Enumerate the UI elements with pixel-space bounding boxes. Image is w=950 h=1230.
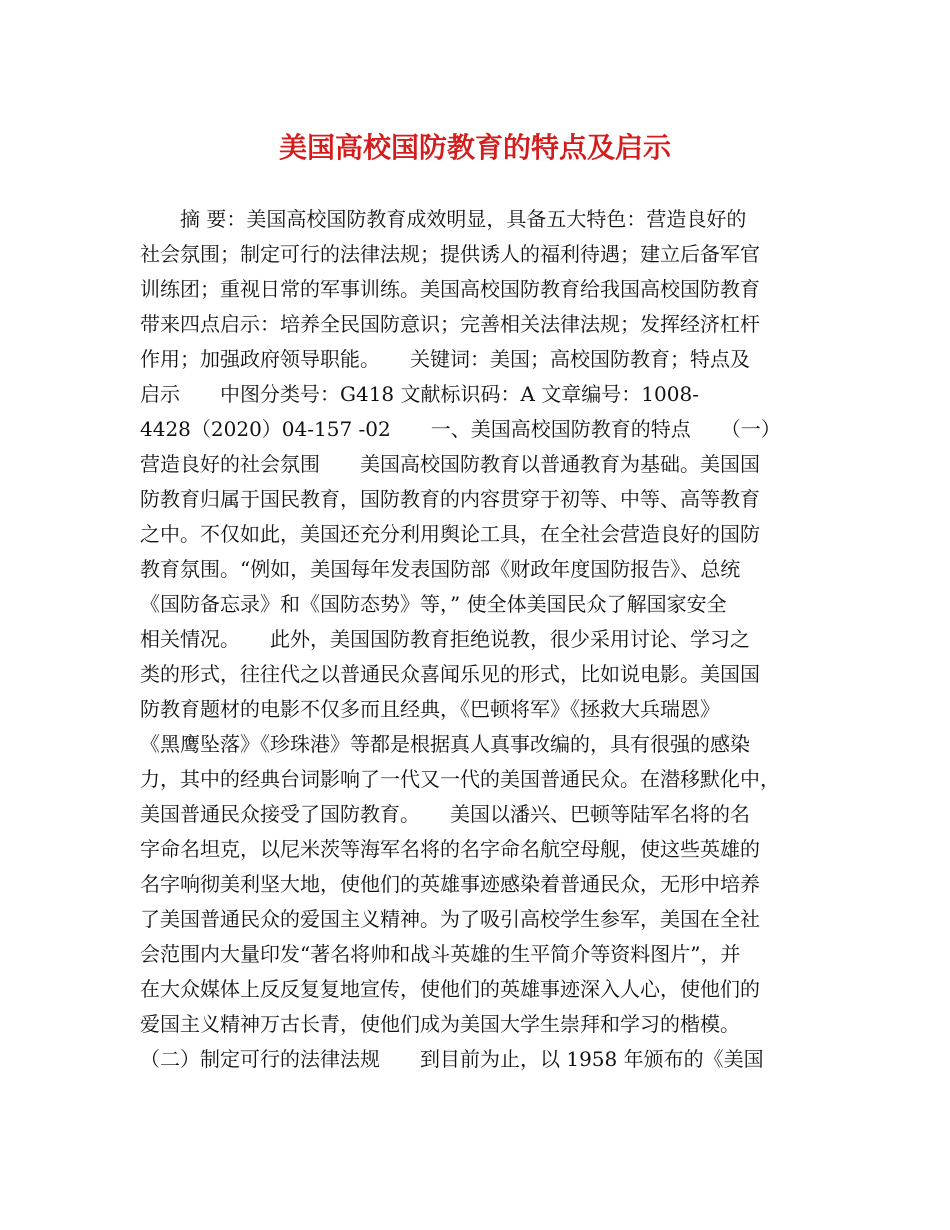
body-line: 教育氛围。“例如，美国每年发表国防部《财政年度国防报告》、总统 — [140, 557, 741, 581]
body-line: 《黑鹰坠落》《珍珠港》等都是根据真人真事改编的，具有很强的感染 — [140, 732, 750, 756]
body-line: 字命名坦克，以尼米茨等海军名将的名字命名航空母舰，使这些英雄的 — [140, 837, 760, 861]
body-line: （二）制定可行的法律法规 到目前为止，以 1958 年颁布的《美国 — [140, 1047, 764, 1071]
body-line: 名字响彻美利坚大地，使他们的英雄事迹感染着普通民众，无形中培养 — [140, 872, 760, 896]
body-line: 类的形式，往往代之以普通民众喜闻乐见的形式，比如说电影。美国国 — [140, 662, 760, 686]
document-title: 美国高校国防教育的特点及启示 — [278, 131, 671, 164]
body-line: 在大众媒体上反反复复地宣传，使他们的英雄事迹深入人心，使他们的 — [140, 977, 760, 1001]
body-line: 4428（2020）04-157 -02 一、美国高校国防教育的特点 （一） — [140, 417, 781, 441]
body-line: 了美国普通民众的爱国主义精神。为了吸引高校学生参军，美国在全社 — [140, 907, 760, 931]
body-line: 带来四点启示：培养全民国防意识；完善相关法律法规；发挥经济杠杆 — [140, 312, 760, 336]
body-line: 会范围内大量印发“著名将帅和战斗英雄的生平简介等资料图片”，并 — [140, 942, 741, 966]
body-line: 摘 要：美国高校国防教育成效明显，具备五大特色：营造良好的 — [140, 207, 747, 231]
body-line: 力，其中的经典台词影响了一代又一代的美国普通民众。在潜移默化中， — [140, 767, 780, 791]
body-line: 之中。不仅如此，美国还充分利用舆论工具，在全社会营造良好的国防 — [140, 522, 760, 546]
body-line: 启示 中图分类号：G418 文献标识码：A 文章编号：1008- — [140, 382, 699, 406]
body-line: 《国防备忘录》和《国防态势》等，” 使全体美国民众了解国家安全 — [140, 592, 727, 616]
body-line: 防教育归属于国民教育，国防教育的内容贯穿于初等、中等、高等教育 — [140, 487, 760, 511]
body-line: 相关情况。 此外，美国国防教育拒绝说教，很少采用讨论、学习之 — [140, 627, 750, 651]
body-line: 作用；加强政府领导职能。 关键词：美国；高校国防教育；特点及 — [140, 347, 750, 371]
body-line: 社会氛围；制定可行的法律法规；提供诱人的福利待遇；建立后备军官 — [140, 242, 760, 266]
body-line: 训练团；重视日常的军事训练。美国高校国防教育给我国高校国防教育 — [140, 277, 760, 301]
body-line: 美国普通民众接受了国防教育。 美国以潘兴、巴顿等陆军名将的名 — [140, 802, 750, 826]
body-line: 防教育题材的电影不仅多而且经典，《巴顿将军》《拯救大兵瑞恩》 — [140, 697, 720, 721]
document-body — [140, 202, 840, 1077]
body-line: 爱国主义精神万古长青，使他们成为美国大学生崇拜和学习的楷模。 — [140, 1012, 740, 1036]
body-line: 营造良好的社会氛围 美国高校国防教育以普通教育为基础。美国国 — [140, 452, 760, 476]
